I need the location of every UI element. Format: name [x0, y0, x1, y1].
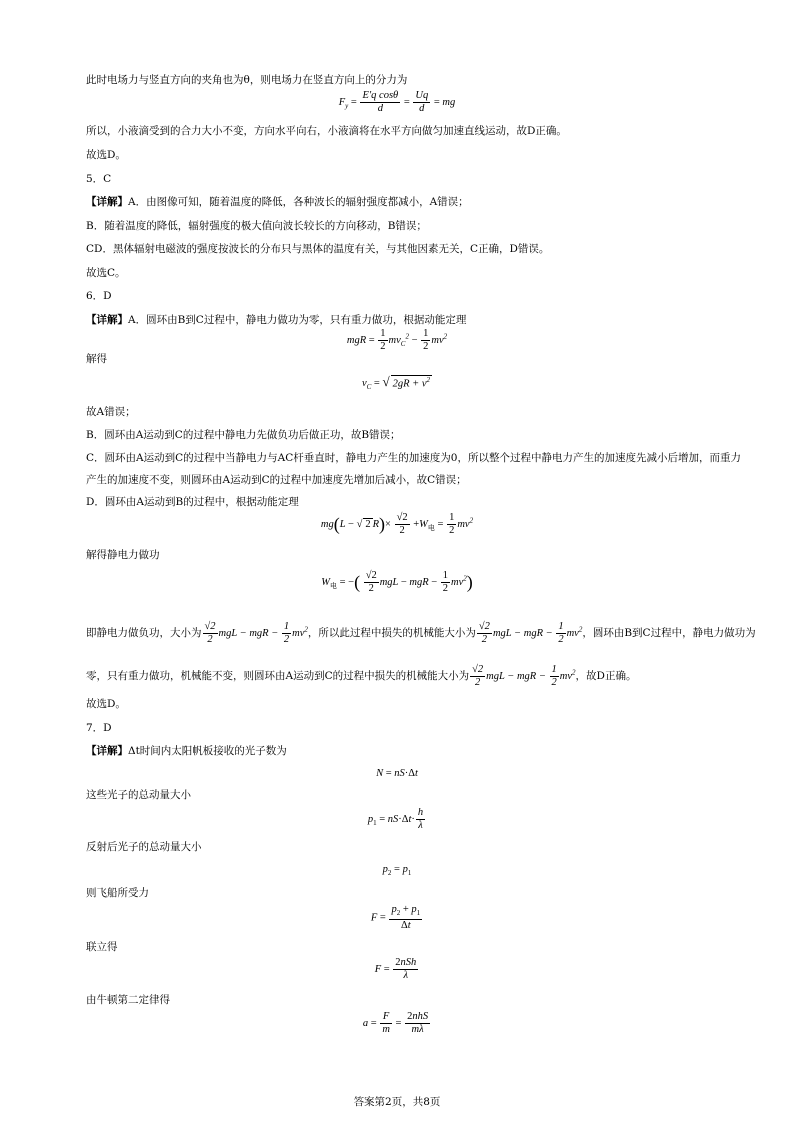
- text-line: 产生的加速度不变，则圆环由A运动到C的过程中加速度先增加后减小，故C错误；: [86, 474, 467, 486]
- text-line: 此时电场力与竖直方向的夹角也为θ，则电场力在竖直方向上的分力为: [86, 74, 408, 86]
- text-line: 则飞船所受力: [86, 887, 149, 899]
- text-line: [86, 195, 469, 209]
- text-span: ，故D正确。: [575, 669, 637, 682]
- text-line: [86, 744, 287, 758]
- text-span: 零，只有重力做功，机械能不变，则圆环由A运动到C的过程中损失的机械能大小为: [86, 669, 470, 682]
- text-line: 所以，小液滴受到的合力大小不变，方向水平向右，小液滴将在水平方向做匀加速直线运动，故D正确。: [86, 125, 567, 137]
- equation-n: N = nS·Δt: [376, 768, 418, 779]
- text-line: 零，只有重力做功，机械能不变，则圆环由A运动到C的过程中损失的机械能大小为 $\frac{√2}{2}$ mgL − mgR − $\frac{1}{2}$ $mv^2$，故D正确。: [86, 664, 637, 688]
- text-line: C．圆环由A运动到C的过程中当静电力与AC杆垂直时，静电力产生的加速度为0，所以整个过程中静电力产生的加速度先减小后增加，而重力: [86, 452, 741, 464]
- equation-fy: $F_y$ = $\frac{\text{E′q cosθ}}{d}$ = $\frac{Uq}{d}$ = mg: [338, 90, 456, 114]
- text-line: 故A错误；: [86, 406, 136, 418]
- text-span: ，所以此过程中损失的机械能大小为: [307, 626, 476, 639]
- equation-energy-bc: mgR = $\frac{1}{2}$ $mv_C^2$ − $\frac{1}{2}$ $mv^2$: [346, 328, 448, 352]
- text-line: 联立得: [86, 941, 118, 953]
- text-line: B．圆环由A运动到C的过程中静电力先做负功后做正功，故B错误；: [86, 429, 401, 441]
- equation-energy-ab: mg(L − √ 2 R)× $\frac{√2}{2}$ $+W_电$ = $\frac{1}{2}$ $mv^2$: [320, 512, 474, 536]
- text-line: 这些光子的总动量大小: [86, 789, 191, 801]
- text-span: A．由图像可知，随着温度的降低，各种波长的辐射强度都减小，A错误；: [128, 196, 469, 208]
- equation-p1: $p_1 = nS\cdot\Delta t\cdot$ $\frac{h}{\lambda}$: [367, 807, 424, 831]
- text-span: 即静电力做负功，大小为: [86, 626, 202, 639]
- text-line: D．圆环由A运动到B的过程中，根据动能定理: [86, 496, 299, 508]
- text-line: 即静电力做负功，大小为 $\frac{√2}{2}$ mgL − mgR − $\frac{1}{2}$ $mv^2$，所以此过程中损失的机械能大小为 $\frac{√2}{2}$ mgL − mgR − $\frac{1}{2}$ $mv^2$，圆环由B到C过程中，静电力做功为: [86, 621, 756, 645]
- equation-work: $W_电$ = −( $\frac{√2}{2}$ mgL − mgR − $\frac{1}{2}$ $mv^2$): [321, 570, 473, 594]
- detail-tag: 【详解】: [86, 745, 128, 757]
- text-line: 由牛顿第二定律得: [86, 994, 170, 1006]
- question-number: 7．D: [86, 722, 112, 734]
- text-span: A．圆环由B到C过程中，静电力做功为零，只有重力做功，根据动能定理: [128, 314, 467, 326]
- equation-p2: $p_2 = p_1$: [382, 864, 412, 878]
- text-line: CD．黑体辐射电磁波的强度按波长的分布只与黑体的温度有关，与其他因素无关，C正确，D错误。: [86, 243, 550, 255]
- text-line: 解得: [86, 353, 107, 365]
- equation-force-result: F = 2nSh λ: [374, 957, 417, 981]
- text-line: 故选D。: [86, 698, 126, 710]
- equation-vc: $v_C$ = √ $2gR + v^2$: [361, 374, 431, 392]
- text-line: [86, 313, 466, 327]
- page-footer: 答案第2页，共8页: [353, 1096, 441, 1108]
- question-number: 5．C: [86, 173, 112, 185]
- text-line: 故选C。: [86, 267, 126, 279]
- text-line: 反射后光子的总动量大小: [86, 841, 202, 853]
- text-span: Δt时间内太阳帆板接收的光子数为: [128, 745, 287, 757]
- equation-accel: a = $\frac{F}{m}$ = 2nhS mλ: [362, 1011, 429, 1035]
- detail-tag: 【详解】: [86, 314, 128, 326]
- text-line: B．随着温度的降低，辐射强度的极大值向波长较长的方向移动，B错误；: [86, 220, 427, 232]
- detail-tag: 【详解】: [86, 196, 128, 208]
- equation-force: F = $\frac{p_2 + p_1}{\Delta t}$: [370, 904, 421, 932]
- question-number: 6．D: [86, 290, 112, 302]
- text-line: 故选D。: [86, 149, 126, 161]
- text-span: ，圆环由B到C过程中，静电力做功为: [582, 626, 756, 639]
- text-line: 解得静电力做功: [86, 549, 160, 561]
